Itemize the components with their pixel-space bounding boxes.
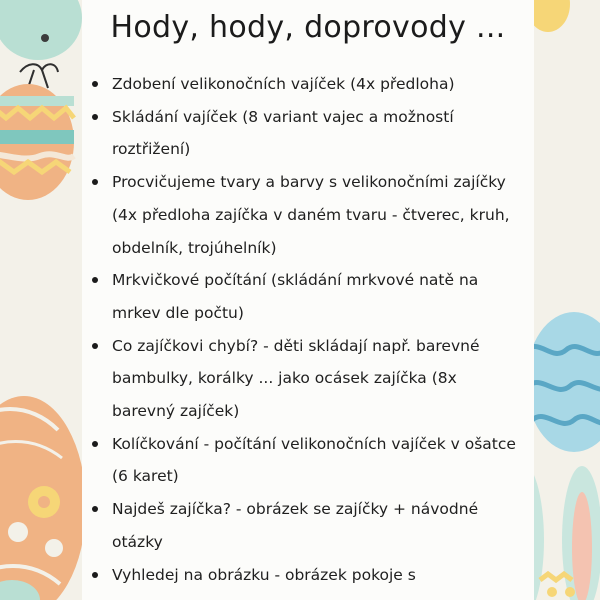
list-item — [92, 330, 524, 428]
bullet-icon — [92, 114, 98, 120]
list-item-text: Vyhledej na obrázku - obrázek pokoje s — [112, 565, 416, 584]
blue-egg-icon — [526, 312, 600, 452]
list-item — [92, 428, 524, 493]
list-item-text: Najdeš zajíčka? - obrázek se zajíčky + návodné otázky — [112, 500, 479, 551]
bullet-icon — [92, 343, 98, 349]
list-item — [92, 493, 524, 558]
bullet-icon — [92, 506, 98, 512]
list-item — [92, 264, 524, 329]
list-item — [92, 559, 524, 592]
page-title: Hody, hody, doprovody ... — [110, 10, 506, 45]
list-item — [92, 166, 524, 264]
activity-list — [92, 68, 524, 591]
list-item-text: Skládání vajíček (8 variant vajec a možností roztřižení) — [112, 107, 454, 159]
bunny-egg-icon — [0, 0, 82, 200]
bullet-icon — [92, 277, 98, 283]
list-item-text: Procvičujeme tvary a barvy s velikonočními zajíčky (4x předloha zajíčka v daném tvaru - čtverec, kruh, obdelník, trojúhelník) — [112, 173, 510, 257]
list-item — [92, 68, 524, 101]
patterned-egg-icon — [0, 396, 86, 600]
list-item-text: Kolíčkování - počítání velikonočních vajíček v ošatce (6 karet) — [112, 434, 516, 486]
content-card — [82, 0, 534, 600]
list-item-text: Mrkvičkové počítání (skládání mrkvové natě na mrkev dle počtu) — [112, 271, 479, 322]
list-item-text: Co zajíčkovi chybí? - děti skládají např. barevné bambulky, korálky ... jako ocásek zajíčka (8x barevný zajíček) — [112, 336, 480, 421]
bullet-icon — [92, 179, 98, 185]
bullet-icon — [92, 441, 98, 447]
bullet-icon — [92, 81, 98, 87]
list-item-text: Zdobení velikonočních vajíček (4x předloha) — [112, 75, 455, 93]
list-item — [92, 101, 524, 166]
bullet-icon — [92, 572, 98, 578]
